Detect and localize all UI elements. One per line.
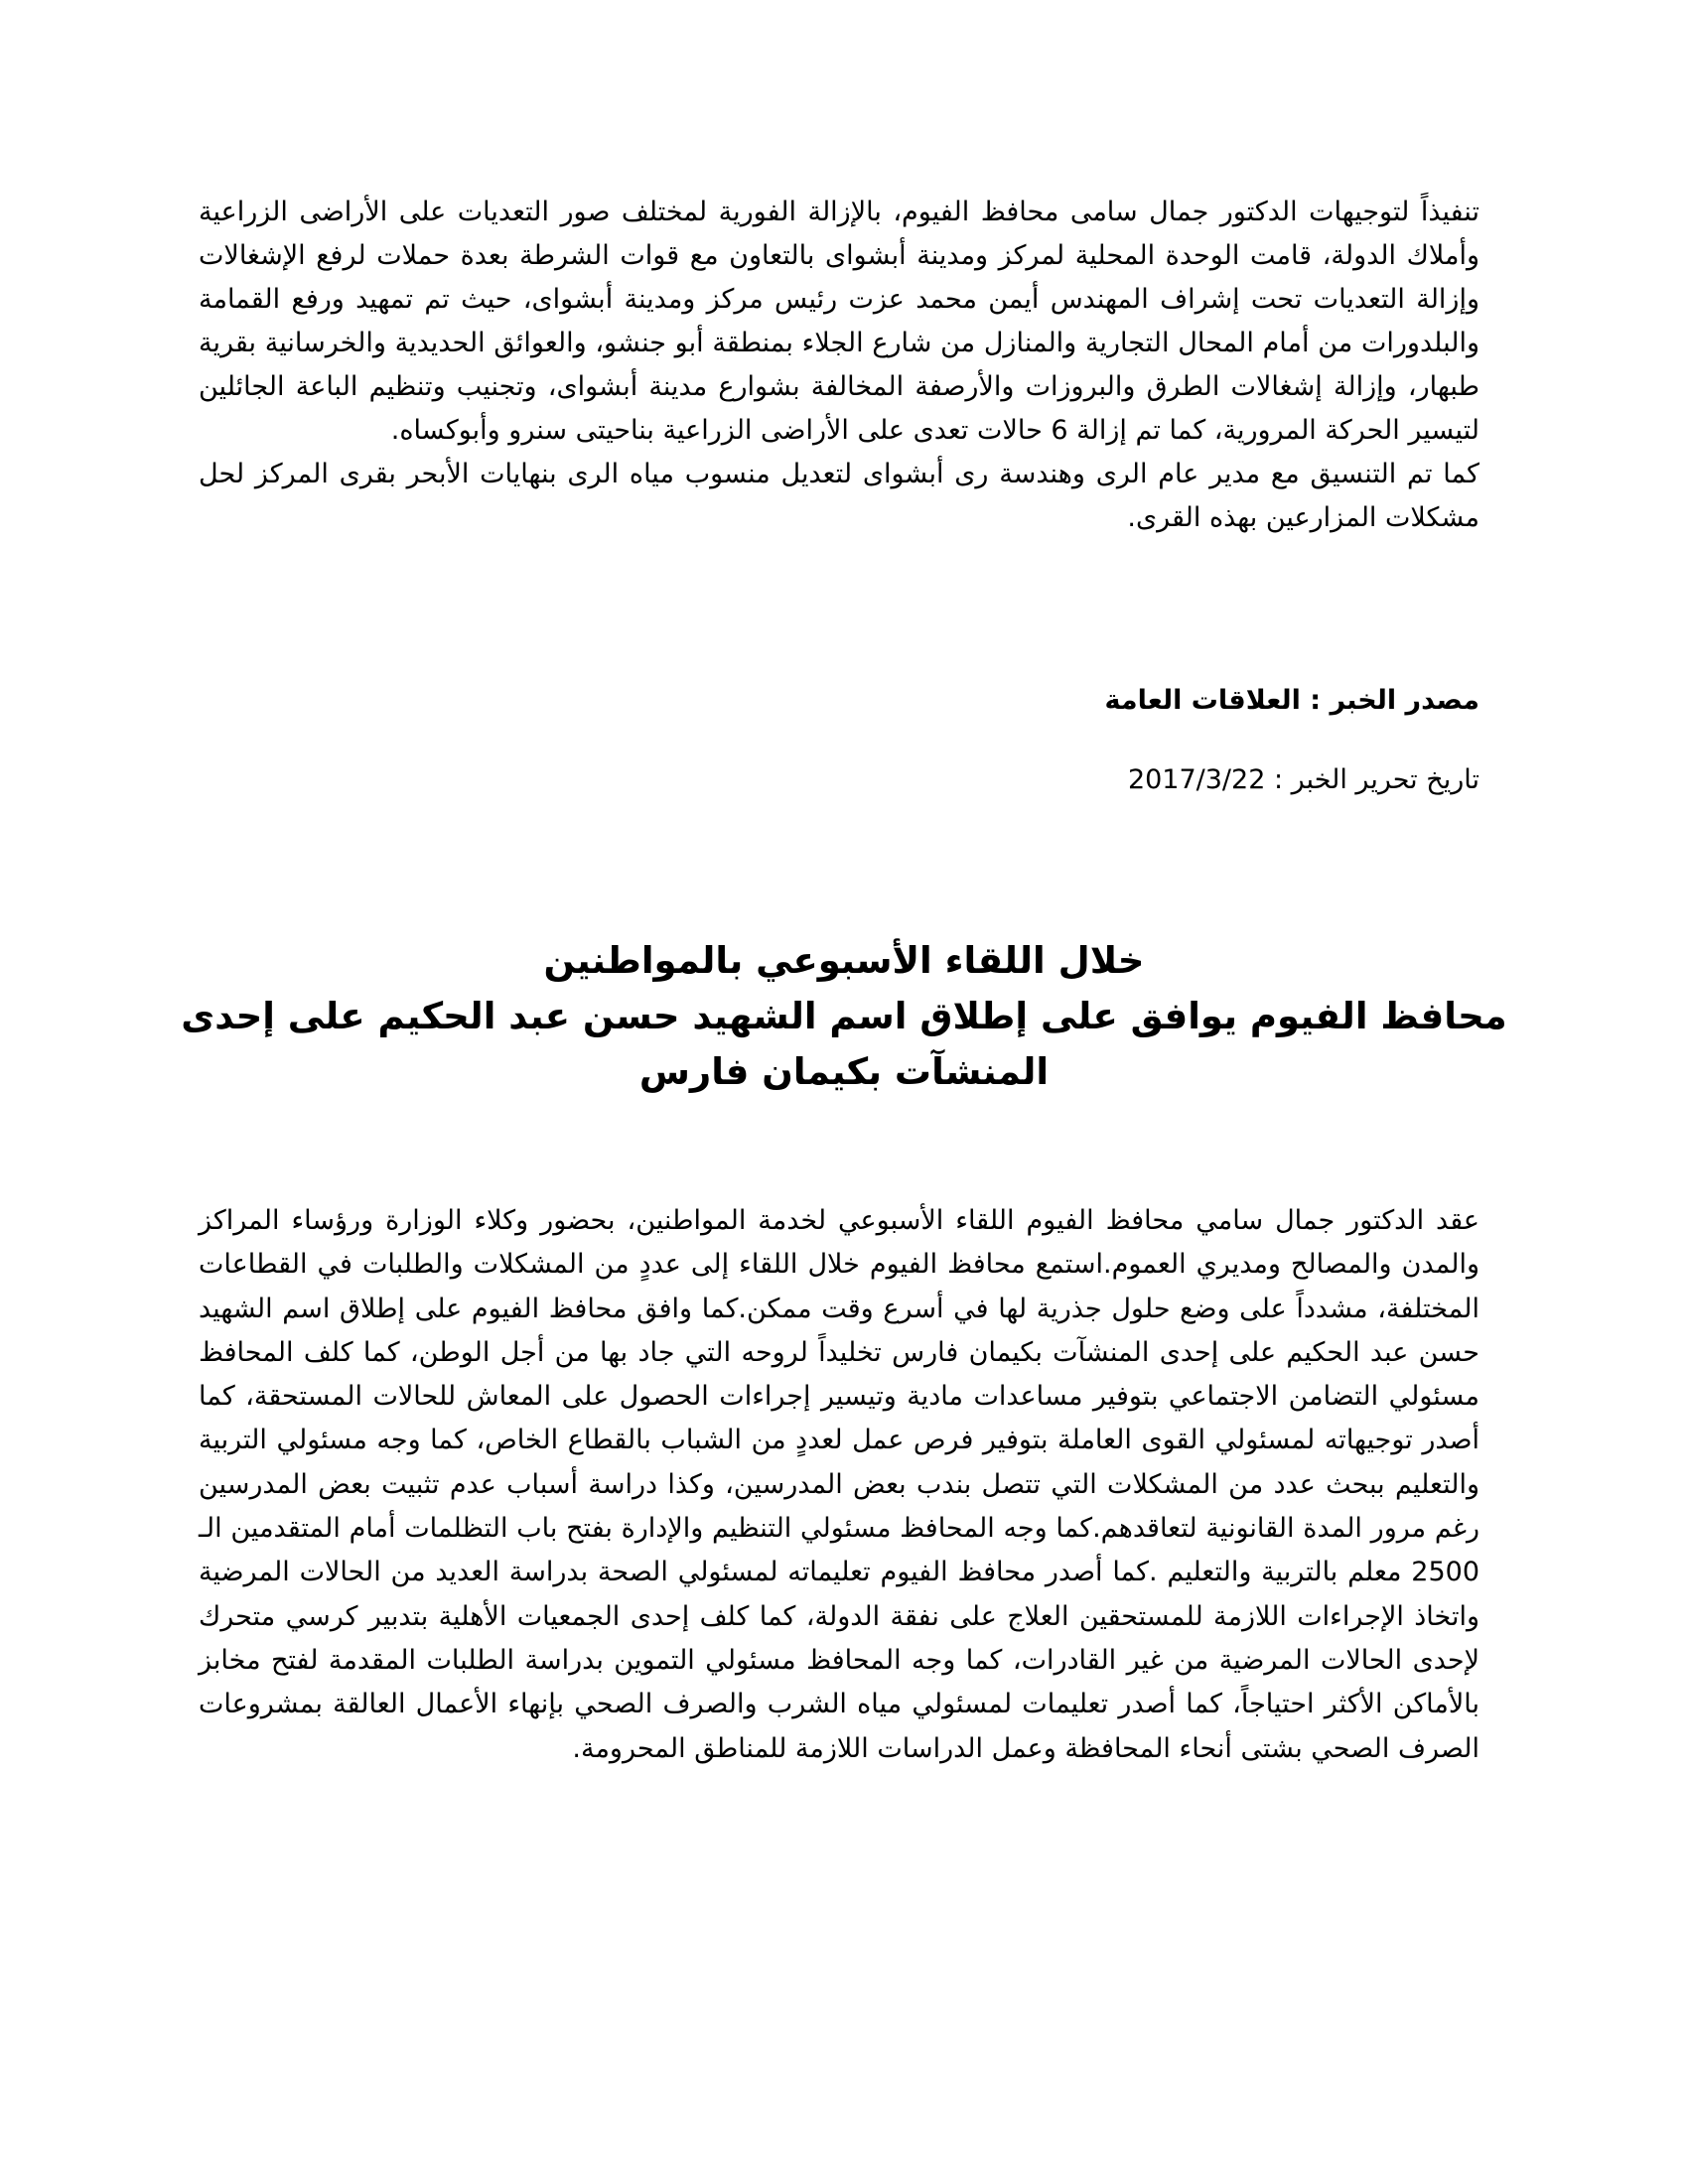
headline-line-1: خلال اللقاء الأسبوعي بالمواطنين	[543, 939, 1145, 982]
article1-paragraph-continued: كما تم التنسيق مع مدير عام الرى وهندسة رى أبشواى لتعديل منسوب مياه الرى بنهايات الأبحر بقرى المركز لحل مشكلات المزارعين بهذه القرى.	[199, 459, 1479, 533]
article1-paragraph: تنفيذاً لتوجيهات الدكتور جمال سامى محافظ الفيوم، بالإزالة الفورية لمختلف صور التعديات على الأراضى الزراعية وأملاك الدولة، قامت الوحدة المحلية لمركز ومدينة أبشواى بالتعاون مع قوات الشرطة بعدة حملات لرفع الإشغالات وإزالة التعديات تحت إشراف المهندس أيمن محمد عزت رئيس مركز ومدينة أبشواى، حيث تم تمهيد ورفع القمامة والبلدورات من أمام المحال التجارية والمنازل من شارع الجلاء بمنطقة أبو جنشو، والعوائق الحديدية والخرسانية بقرية طبهار، وإزالة إشغالات الطرق والبروزات والأرصفة المخالفة بشوارع مدينة أبشواى، وتجنيب وتنظيم الباعة الجائلين لتيسير الحركة المرورية، كما تم إزالة 6 حالات تعدى على الأراضى الزراعية بناحيتى سنرو وأبوكساه.	[199, 197, 1479, 446]
headline-line-2: محافظ الفيوم يوافق على إطلاق اسم الشهيد حسن عبد الحكيم على إحدى المنشآت بكيمان فارس	[181, 995, 1507, 1093]
article2-body	[199, 1199, 1479, 1771]
news-date: تاريخ تحرير الخبر : 2017/3/22	[1127, 764, 1479, 795]
article1-body	[199, 191, 1479, 540]
article2-paragraph: عقد الدكتور جمال سامي محافظ الفيوم اللقاء الأسبوعي لخدمة المواطنين، بحضور وكلاء الوزارة ورؤساء المراكز والمدن والمصالح ومديري العموم.استمع محافظ الفيوم خلال اللقاء إلى عددٍ من المشكلات والطلبات في القطاعات المختلفة، مشدداً على وضع حلول جذرية لها في أسرع وقت ممكن.كما وافق محافظ الفيوم على إطلاق اسم الشهيد حسن عبد الحكيم على إحدى المنشآت بكيمان فارس تخليداً لروحه التي جاد بها من أجل الوطن، كما كلف المحافظ مسئولي التضامن الاجتماعي بتوفير مساعدات مادية وتيسير إجراءات الحصول على المعاش للحالات المستحقة، كما أصدر توجيهاته لمسئولي القوى العاملة بتوفير فرص عمل لعددٍ من الشباب بالقطاع الخاص، كما وجه مسئولي التربية والتعليم ببحث عدد من المشكلات التي تتصل بندب بعض المدرسين، وكذا دراسة أسباب عدم تثبيت بعض المدرسين رغم مرور المدة القانونية لتعاقدهم.كما وجه المحافظ مسئولي التنظيم والإدارة بفتح باب التظلمات أمام المتقدمين الـ 2500 معلم بالتربية والتعليم .كما أصدر محافظ الفيوم تعليماته لمسئولي الصحة بدراسة العديد من الحالات المرضية واتخاذ الإجراءات اللازمة للمستحقين العلاج على نفقة الدولة، كما كلف إحدى الجمعيات الأهلية بتدبير كرسي متحرك لإحدى الحالات المرضية من غير القادرات، كما وجه المحافظ مسئولي التموين بدراسة الطلبات المقدمة لفتح مخابز بالأماكن الأكثر احتياجاً، كما أصدر تعليمات لمسئولي مياه الشرب والصرف الصحي بإنهاء الأعمال العالقة بمشروعات الصرف الصحي بشتى أنحاء المحافظة وعمل الدراسات اللازمة للمناطق المحرومة.	[199, 1205, 1479, 1764]
article2-headline	[179, 933, 1509, 1100]
news-source: مصدر الخبر : العلاقات العامة	[1104, 685, 1479, 716]
